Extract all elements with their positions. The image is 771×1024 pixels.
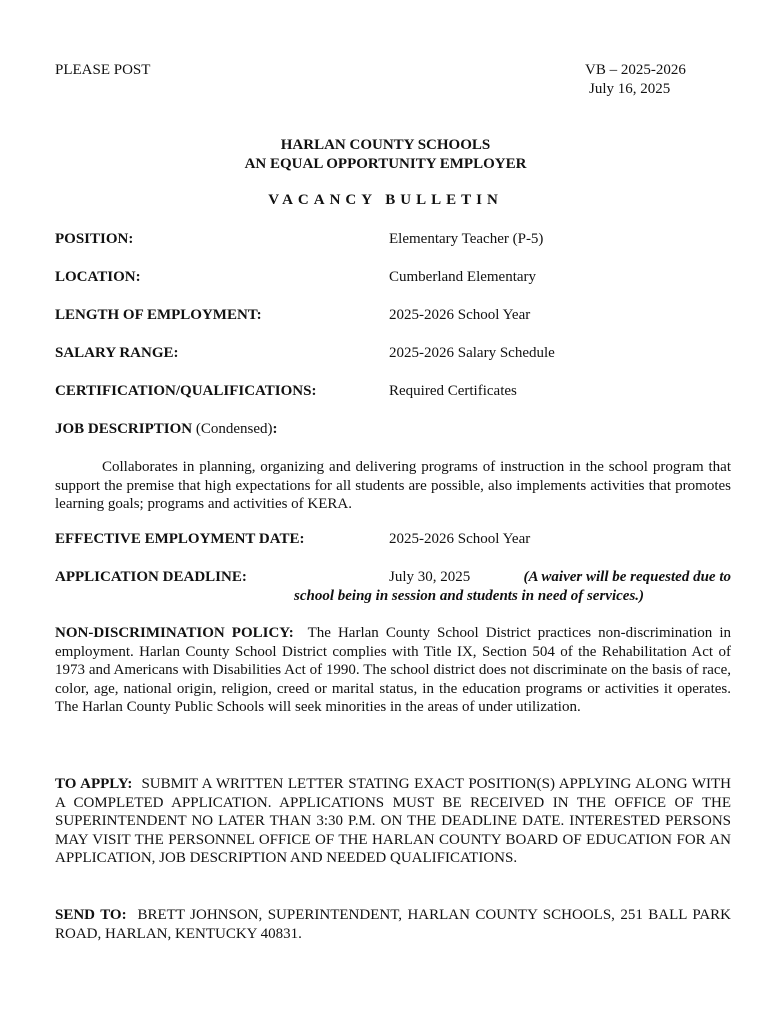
job-description-qualifier: (Condensed) xyxy=(195,421,273,437)
application-deadline-date: July 30, 2025 xyxy=(389,569,471,585)
employer-statement: AN EQUAL OPPORTUNITY EMPLOYER xyxy=(244,156,527,172)
location-label: LOCATION: xyxy=(55,269,141,285)
position-label: POSITION: xyxy=(55,231,134,247)
salary-range-value: 2025-2026 Salary Schedule xyxy=(389,345,555,361)
bulletin-date: July 16, 2025 xyxy=(589,81,671,97)
to-apply-label: TO APPLY: xyxy=(55,776,133,792)
effective-date-value: 2025-2026 School Year xyxy=(389,531,531,547)
effective-date-label: EFFECTIVE EMPLOYMENT DATE: xyxy=(55,531,305,547)
waiver-note-line1: (A waiver will be requested due to xyxy=(523,569,731,585)
non-discrimination-paragraph xyxy=(55,624,731,717)
send-to-text: BRETT JOHNSON, SUPERINTENDENT, HARLAN COUNTY SCHOOLS, 251 BALL PARK ROAD, HARLAN, KENTUCKY 40831. xyxy=(55,907,731,942)
send-to-paragraph xyxy=(55,906,731,943)
position-value: Elementary Teacher (P-5) xyxy=(389,231,544,247)
send-to-label: SEND TO: xyxy=(55,907,127,923)
length-of-employment-label: LENGTH OF EMPLOYMENT: xyxy=(55,307,262,323)
salary-range-label: SALARY RANGE: xyxy=(55,345,179,361)
job-description-colon: : xyxy=(272,421,278,437)
application-deadline-row xyxy=(389,568,731,587)
vacancy-bulletin-heading: VACANCY BULLETIN xyxy=(268,192,503,208)
please-post-label: PLEASE POST xyxy=(55,62,151,78)
non-discrimination-label: NON-DISCRIMINATION POLICY: xyxy=(55,625,294,641)
to-apply-paragraph xyxy=(55,775,731,868)
to-apply-text: SUBMIT A WRITTEN LETTER STATING EXACT POSITION(S) APPLYING ALONG WITH A COMPLETED APPLICATION. APPLICATIONS MUST BE RECEIVED IN THE OFFICE OF THE SUPERINTENDENT NO LATER THAN 3:30 P.M. ON THE DEADLINE DATE. INTERESTED PERSONS MAY VISIT THE PERSONNEL OFFICE OF THE HARLAN COUNTY BOARD OF EDUCATION FOR AN APPLICATION, JOB DESCRIPTION AND NEEDED QUALIFICATIONS. xyxy=(55,776,732,866)
district-name: HARLAN COUNTY SCHOOLS xyxy=(280,137,491,153)
job-description-text: Collaborates in planning, organizing and delivering programs of instruction in the school program that support the premise that high expectations for all students are possible, also implements activities that promotes learning goals; programs and activities of KERA. xyxy=(55,459,731,512)
bulletin-number: VB – 2025-2026 xyxy=(585,62,686,78)
length-of-employment-value: 2025-2026 School Year xyxy=(389,307,531,323)
certification-value: Required Certificates xyxy=(389,383,517,399)
application-deadline-label: APPLICATION DEADLINE: xyxy=(55,569,247,585)
non-discrimination-text: The Harlan County School District practices non-discrimination in employment. Harlan County School District complies with Title IX, Section 504 of the Rehabilitation Act of 1973 and Americans with Disabilities Act of 1990. The school district does not discriminate on the basis of race, color, age, national origin, religion, creed or marital status, in the education programs or activities it operates. The Harlan County Public Schools will seek minorities in the areas of under utilization. xyxy=(55,625,732,715)
location-value: Cumberland Elementary xyxy=(389,269,537,285)
job-description-label: JOB DESCRIPTION xyxy=(55,421,193,437)
waiver-note-line2: school being in session and students in need of services.) xyxy=(294,588,645,604)
certification-label: CERTIFICATION/QUALIFICATIONS: xyxy=(55,383,317,399)
job-description-heading xyxy=(55,420,278,439)
